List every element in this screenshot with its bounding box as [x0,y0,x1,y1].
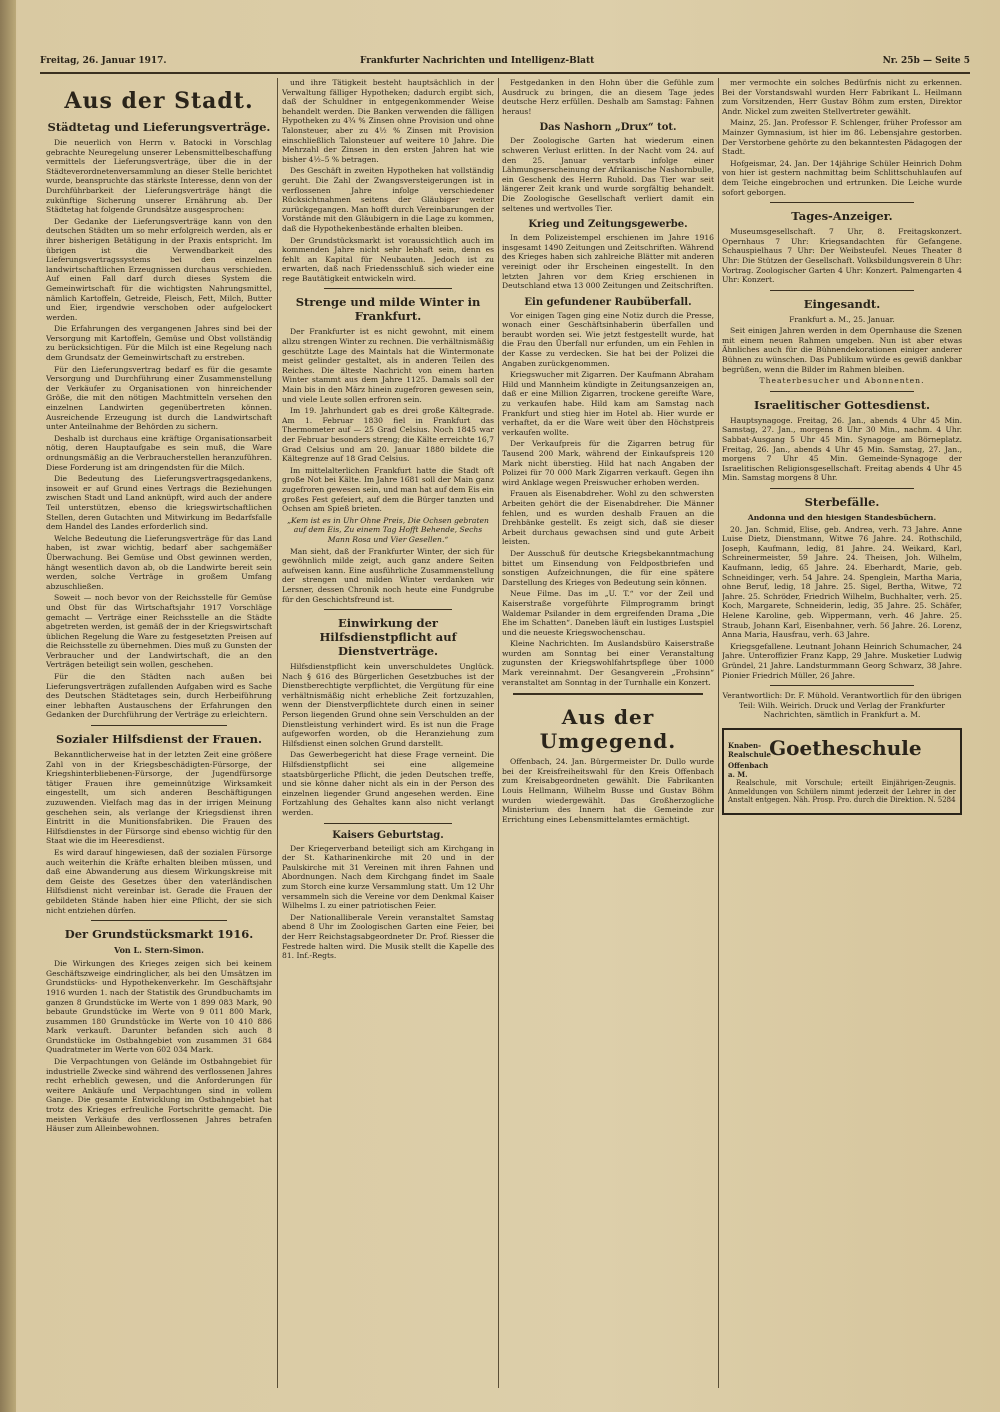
divider [770,488,914,489]
paragraph: Die neuerlich von Herrn v. Batocki in Vorschlag gebrachte Neuregelung unserer Lebensmittelbeschaffung vermittels der Lieferungsverträge, über die in der Städteverordnetenversammlung an dieser Stelle berichtet wurde, beanspruchte das stärkste Interesse, denn von der Durchführbarkeit der Lieferungsverträge hängt die zukünftige Sicherung unserer Ernährung ab. Der Städtetag hat folgende Grundsätze ausgesprochen: [46,138,272,215]
paragraph: Seit einigen Jahren werden in dem Opernhause die Szenen mit einem neuen Rahmen umgeben. Nun ist aber etwas Ähnliches auch für die Bühnendekorationen einiger anderer Bühnen zu wünschen. Das Publikum würde es gewiß dankbar begrüßen, wenn die Bilder im Rahmen bleiben. [722,326,962,374]
column-2 [282,78,494,1398]
paragraph: Offenbach, 24. Jan. Bürgermeister Dr. Dullo wurde bei der Kreisfreiheitswahl für den Kreis Offenbach zum Kreisabgeordneten gewählt. Die Fabrikanten Louis Hellmann, Wilhelm Busse und Gustav Böhm wurden wiedergewählt. Das Großherzogliche Ministerium des Innern hat die Gemeinde zur Errichtung eines Lebensmittelamtes ermächtigt. [502,757,714,824]
paragraph: 20. Jan. Schmid, Elise, geb. Andrea, verh. 73 Jahre. Anne Luise Dietz, Dienstmann, Witwe 76 Jahre. 24. Rothschild, Joseph, Kaufmann, ledig, 81 Jahre. 24. Weikard, Karl, Schreinermeister, 59 Jahre. 24. Theisen, Joh. Wilhelm, Kaufmann, ledig, 65 Jahre. 24. Eberhardt, Marie, geb. Schneidinger, verh. 54 Jahre. 24. Spenglein, Martha Maria, ohne Beruf, ledig, 18 Jahre. 25. Sigel, Bertha, Witwe, 72 Jahre. 25. Schröder, Friedrich Wilhelm, Buchhalter, verh. 25. Koch, Margarete, Schneiderin, ledig, 35 Jahre. 25. Schäfer, Helene Karoline, geb. Wippermann, verh. 46 Jahre. 25. Straub, Johann Karl, Eisenbahner, verh. 56 Jahre. 26. Lorenz, Anna Maria, Hausfrau, verh. 63 Jahre. [722,524,962,640]
article-heading: Einwirkung der Hilfsdienstpflicht auf Dienstverträge. [319,616,457,659]
divider [770,202,914,203]
divider [91,920,227,921]
ad-right-label: Offenbach a. M. [728,761,769,780]
article-heading: Der Grundstücksmarkt 1916. [64,927,254,942]
advertisement-goetheschule [722,728,962,815]
paragraph: Hauptsynagoge. Freitag, 26. Jan., abends 4 Uhr 45 Min. Samstag, 27. Jan., morgens 8 Uhr 30 Min., nachm. 4 Uhr. Sabbat-Ausgang 5 Uhr 45 Min. Synagoge am Börneplatz. Freitag, 26. Jan., abends 4 Uhr 45 Min. Samstag, 27. Jan., morgens 7 Uhr 45 Min. Gemeinde-Synagoge der Israelitischen Religionsgesellschaft. Freitag abends 4 Uhr 45 Min. Samstag morgens 8 Uhr. [722,415,962,483]
article-heading: Tages-Anzeiger. [791,209,893,224]
paragraph: Vor einigen Tagen ging eine Notiz durch die Presse, wonach einer Geschäftsinhaberin überfallen und beraubt worden sei. Wie jetzt festgestellt wurde, hat die Frau den Überfall nur erfunden, um ein Fehlen in der Kasse zu verdecken. Sie hat bei der Polizei die Angaben zurückgenommen. [502,310,714,368]
impressum: Verantwortlich: Dr. F. Mühold. Verantwortlich für den übrigen Teil: Wilh. Weirich. Druck und Verlag der Frankfurter Nachrichten, sämtlich in Frankfurt a. M. [722,691,962,720]
paragraph: Des Geschäft in zweiten Hypotheken hat vollständig geruht. Die Zahl der Zwangsversteigerungen ist in verflossenen Jahre infolge verschiedener Rücksichtnahmen seitens der Gläubiger weiter zurückgegangen. Man hofft durch Vereinbarungen der Vorstände mit den Gläubigern in die Lage zu kommen, daß die Hypothekenbestände erhalten bleiben. [282,166,494,233]
paragraph: Deshalb ist durchaus eine kräftige Organisationsarbeit nötig, deren Hauptaufgabe es sein muß, die Ware ordnungsmäßig an die Verbraucherstellen heranzuführen. Diese Forderung ist am dringendsten für die Milch. [46,433,272,472]
column-1 [46,78,272,1398]
paragraph: Neue Filme. Das im „U. T.“ vor der Zeil und Kaiserstraße vorgeführte Filmprogramm bringt Waldemar Psilander in dem ergreifenden Drama „Die Ehe im Schatten“. Daneben läuft ein lustiges Lustspiel und die neueste Kriegswochenschau. [502,589,714,637]
paragraph: Im 19. Jahrhundert gab es drei große Kältegrade. Am 1. Februar 1830 fiel in Frankfurt das Thermometer auf — 25 Grad Celsius. Noch 1845 war der Februar besonders streng; die Kälte erreichte 16,7 Grad Celsius und am 20. Januar 1880 bildete die Kältegrenze auf 18 Grad Celsius. [282,406,494,464]
paragraph: In dem Polizeistempel erschienen im Jahre 1916 insgesamt 1490 Zeitungen und Zeitschriften. Während des Krieges haben sich zahlreiche Blätter mit anderen vereinigt oder ihr Erscheinen eingestellt. In den letzten Jahren vor dem Krieg erschienen in Deutschland etwa 13 000 Zeitungen und Zeitschriften. [502,233,714,291]
paragraph: Der Grundstücksmarkt ist voraussichtlich auch im kommenden Jahre nicht sehr lebhaft sein, denn es fehlt an Kapital für Neubauten. Jedoch ist zu erwarten, daß nach Friedensschluß sich wieder eine rege Bautätigkeit entwickeln wird. [282,235,494,283]
ad-body: Realschule, mit Vorschule; erteilt Einjährigen-Zeugnis. Anmeldungen von Schülern nimmt jederzeit der Lehrer in der Anstalt entgegen. Näh. Prosp. Pro. durch die Direktion. N. 5284 [728,779,956,805]
paragraph: Kriegsgefallene. Leutnant Johann Heinrich Schumacher, 24 Jahre. Unteroffizier Franz Kapp, 29 Jahre. Musketier Ludwig Gründel, 21 Jahre. Landsturmmann Georg Schwarz, 38 Jahre. Pionier Friedrich Müller, 26 Jahre. [722,641,962,680]
paragraph: Soweit — noch bevor von der Reichsstelle für Gemüse und Obst für das Wirtschaftsjahr 1917 Vorschläge gemacht — Verträge einer Reichsstelle an die Städte abgetreten werden, ist gemäß der in der Kriegswirtschaft üblichen Regelung die Ware zu festgesetzten Preisen auf die Reichsstelle zu übernehmen. Dies muß zu Gunsten der Verbraucher und der Landwirtschaft, die an den Verträgen beteiligt sein wollen, geschehen. [46,593,272,670]
column-3 [502,78,714,1398]
paragraph: Der Zoologische Garten hat wiederum einen schweren Verlust erlitten. In der Nacht vom 24. auf den 25. Januar verstarb infolge einer Lähmungserscheinung der Afrikanische Nashornbulle, ein Geschenk des Herrn Ruhold. Das Tier war seit längerer Zeit krank und wurde sorgfältig behandelt. Die Zoologische Gesellschaft verliert damit ein seltenes und wertvolles Tier. [502,136,714,213]
paragraph: Welche Bedeutung die Lieferungsverträge für das Land haben, ist zwar wichtig, bedarf aber sachgemäßer Überwachung. Bei Gemüse und Obst gewinnen werden, hängt wesentlich davon ab, ob die Landwirte bereit sein werden, solche Verträge in großem Umfang abzuschließen. [46,533,272,591]
paragraph: Man sieht, daß der Frankfurter Winter, der sich für gewöhnlich milde zeigt, auch ganz andere Seiten aufweisen kann. Eine ausführliche Zusammenstellung der strengen und milden Winter verdanken wir Lersner, dessen Chronik noch heute eine Fundgrube für den Geschichtsfreund ist. [282,546,494,604]
paragraph: Für den Lieferungsvertrag bedarf es für die gesamte Versorgung und Durchführung einer Zusammenstellung der Verkäufer zu Organisationen von hinreichender Größe, die mit den nötigen Machtmitteln versehen den einzelnen Landwirten gegenübertreten können. Ausreichende Erzeugung ist durch die Landwirtschaft unter Anteilnahme der Behörden zu sichern. [46,364,272,432]
divider [324,609,451,610]
divider [324,823,451,824]
divider [770,290,914,291]
divider [324,288,451,289]
paragraph: Der Nationalliberale Verein veranstaltet Samstag abend 8 Uhr im Zoologischen Garten eine Feier, bei der Herr Reichstagsabgeordneter Dr. Prof. Riesser die Festrede halten wird. Die Musik stellt die Kapelle des 81. Inf.-Regts. [282,912,494,961]
column-rule [718,78,719,1388]
article-heading: Das Nashorn „Drux“ tot. [539,122,677,134]
article-heading: Strenge und milde Winter in Frankfurt. [295,295,481,324]
subheading: Andonna und den hiesigen Standesbüchern. [747,513,937,522]
column-rule [498,78,499,1388]
article-heading: Sozialer Hilfsdienst der Frauen. [56,732,262,747]
paragraph: Frauen als Eisenabdreher. Wohl zu den schwersten Arbeiten gehört die der Eisenabdreher. Die Männer fehlen, und es wurden deshalb Frauen an die Drehbänke gestellt. Es zeigt sich, daß sie dieser Arbeit durchaus gewachsen sind und gute Arbeit leisten. [502,489,714,547]
paragraph: Der Ausschuß für deutsche Kriegsbekanntmachung bittet um Einsendung von Feldpostbriefen und sonstigen Aufzeichnungen, die für eine spätere Darstellung des Krieges von Bedeutung sein können. [502,548,714,587]
article-heading: Ein gefundener Raubüberfall. [524,296,692,308]
paragraph: und ihre Tätigkeit besteht hauptsächlich in der Verwaltung fälliger Hypotheken; dadurch ergibt sich, daß der Schuldner in entgegenkommender Weise behandelt werden. Die Banken verwenden die fälligen Hypotheken zu 4¾ % Zinsen ohne Provision und ohne Talonsteuer, aber zu 4½ % Zinsen mit Provision einschließlich Talonsteuer auf weitere 10 Jahre. Die Mehrzahl der Zinsen in den ersten Jahren hat wie bisher 4½–5 % betragen. [282,78,494,164]
paragraph: Die Bedeutung des Lieferungsvertragsgedankens, insoweit er auf Grund eines Vertrags die Beziehungen zwischen Stadt und Land anknüpft, wird auch der andere Teil unterstützen, ebenso die kriegswirtschaftlichen Stellen, deren Gutachten und Mitwirkung im Bedarfsfalle dem Handel des Landes erforderlich sind. [46,474,272,532]
article-heading: Städtetag und Lieferungsverträge. [47,120,271,134]
paragraph: Der Verkaufpreis für die Zigarren betrug für Tausend 200 Mark, während der Einkaufspreis 120 Mark nicht überstieg. Hild hat nach Angaben der Polizei für 70 000 Mark Zigarren verkauft. Gegen ihn wird Anklage wegen Preiswucher erhoben werden. [502,439,714,487]
paragraph: Es wird darauf hingewiesen, daß der sozialen Fürsorge auch weiterhin die Kräfte erhalten bleiben müssen, und daß eine Abwanderung aus diesem Wirkungskreise mit dem Geiste des Gesetzes über den vaterländischen Hilfsdienst nicht vereinbar ist. Gerade die Frauen der gebildeten Stände haben hier eine Pflicht, der sie sich nicht entziehen dürfen. [46,847,272,915]
ad-left-label: Knaben-Realschule [728,741,771,760]
poem: „Kem ist es in Uhr Ohne Preis, Die Ochsen gebraten auf dem Eis, Zu einem Tag Hofft Behende, Sechs Mann Rosa und Vier Gesellen.“ [287,515,489,544]
column-rule [277,78,278,1388]
paragraph: Das Gewerbegericht hat diese Frage verneint. Die Hilfsdienstpflicht sei eine allgemeine staatsbürgerliche Pflicht, die jeden Deutschen treffe, und sie könne daher nicht als ein in der Person des einzelnen liegender Grund angesehen werden. Eine Fortzahlung des Gehaltes kann also nicht verlangt werden. [282,750,494,817]
dateline: Frankfurt a. M., 25. Januar. [789,314,895,324]
article-heading: Kaisers Geburtstag. [332,829,444,841]
paragraph: Die Wirkungen des Krieges zeigen sich bei keinem Geschäftszweige eindringlicher, als bei den Umsätzen im Grundstücks- und Hypothekenverkehr. Im Geschäftsjahr 1916 wurden 1. nach der Statistik des Grundbuchamts im ganzen 8 Grundstücke im Werte von 1 899 083 Mark, 90 bebaute Grundstücke im Werte von 9 011 800 Mark, zusammen 180 Grundstücke im Werte von 10 410 886 Mark verkauft. Darunter befanden sich auch 8 Grundstücke im Ostbahngebiet von zusammen 31 684 Quadratmeter im Werte von 602 034 Mark. [46,959,272,1055]
divider [770,391,914,392]
paragraph: Im mittelalterlichen Frankfurt hatte die Stadt oft große Not bei Kälte. Im Jahre 1681 soll der Main ganz zugefroren gewesen sein, und man hat auf dem Eis ein großes Fest gefeiert, auf dem die Bürger tanzten und Ochsen am Spieß brieten. [282,465,494,514]
article-heading: Eingesandt. [803,296,881,311]
paragraph: mer vermochte ein solches Bedürfnis nicht zu erkennen. Bei der Vorstandswahl wurden Herr Fabrikant L. Heilmann zum Vorsitzenden, Herr Gustav Böhm zum ersten, Direktor Andr. Nickel zum zweiten Stellvertreter gewählt. [722,78,962,116]
paragraph: Für die den Städten nach außen bei Lieferungsverträgen zufallenden Aufgaben wird es Sache des Deutschen Städtetages sein, durch Herbeiführung einer lebhaften Austauschens der Erfahrungen den Gedanken der Durchführung der Verträge zu erleichtern. [46,672,272,720]
issue-date: Freitag, 26. Januar 1917. [40,56,167,66]
section-title: Aus der Umgegend. [539,705,677,754]
paragraph: Der Kriegerverband beteiligt sich am Kirchgang in der St. Katharinenkirche mit 20 und in der Paulskirche mit 31 Vereinen mit ihren Fahnen und Abordnungen. Nach dem Kirchgang findet im Saale zum Storch eine kurze Versammlung statt. Um 12 Uhr versammeln sich die Vereine vor dem Denkmal Kaiser Wilhelms I. zu einer patriotischen Feier. [282,843,494,911]
paragraph: Festgedanken in den Hohn über die Gefühle zum Ausdruck zu bringen, die an diesem Tage jedes deutsche Herz erfüllen. Deshalb am Samstag: Fahnen heraus! [502,78,714,116]
binding-gutter [0,0,16,1412]
page-number: Nr. 25b — Seite 5 [882,56,970,66]
paragraph: Die Erfahrungen des vergangenen Jahres sind bei der Versorgung mit Kartoffeln, Gemüse und Obst vollständig zu berücksichtigen. Für die Milch ist eine Regelung nach dem Grundsatz der Gemeinwirtschaft zu erstreben. [46,324,272,363]
article-heading: Sterbefälle. [804,495,880,509]
masthead: Frankfurter Nachrichten und Intelligenz-Blatt [360,56,595,66]
page-header [40,56,970,72]
paragraph: Mainz, 25. Jan. Professor F. Schlenger, früher Professor am Mainzer Gymnasium, ist hier im 86. Lebensjahre gestorben. Der Verstorbene gehörte zu den bekanntesten Pädagogen der Stadt. [722,118,962,157]
section-title: Aus der Stadt. [64,88,254,114]
divider [513,693,704,695]
paragraph: Hilfsdienstpflicht kein unverschuldetes Unglück. Nach § 616 des Bürgerlichen Gesetzbuches ist der Dienstberechtigte verpflichtet, die Vergütung für eine verhältnismäßig nicht erhebliche Zeit fortzuzahlen, wenn der Dienstverpflichtete durch einen in seiner Person liegenden Grund ohne sein Verschulden an der Dienstleistung verhindert wird. Es ist nun die Frage aufgeworfen worden, ob die Heranziehung zum Hilfsdienst einen solchen Grund darstellt. [282,662,494,748]
header-rule [40,72,970,74]
paragraph: Museumsgesellschaft. 7 Uhr, 8. Freitagskonzert. Opernhaus 7 Uhr: Kriegsandachten für Gefangene. Schauspielhaus 7 Uhr: Der Weibsteufel. Neues Theater 8 Uhr: Die Stützen der Gesellschaft. Volksbildungsverein 8 Uhr: Vortrag. Zoologischer Garten 4 Uhr: Konzert. Palmengarten 4 Uhr: Konzert. [722,227,962,285]
paragraph: Der Gedanke der Lieferungsverträge kann von den deutschen Städten um so mehr erfolgreich werden, als er ihrer bisherigen Betätigung in der Praxis entspricht. Im übrigen ist die Verwendbarkeit des Lieferungsvertragssystems bei den einzelnen landwirtschaftlichen Erzeugnissen durchaus verschieden. Auf einen Fall darf durch dieses System die Gemeinwirtschaft für die wichtigsten Nahrungsmittel, nämlich Kartoffeln, Getreide, Fleisch, Fett, Milch, Butter und Eier, irgendwie verschoben oder aufgelockert werden. [46,216,272,322]
paragraph: Der Frankfurter ist es nicht gewohnt, mit einem allzu strengen Winter zu rechnen. Die verhältnismäßig geschützte Lage des Maintals hat die Wintermonate meist gelinder gestaltet, als in anderen Teilen des Reiches. Die älteste Nachricht von einem harten Winter stammt aus dem Jahre 1125. Damals soll der Main bis in den März hinein zugefroren gewesen sein, und viele Leute sollen erfroren sein. [282,327,494,404]
paragraph: Kriegswucher mit Zigarren. Der Kaufmann Abraham Hild und Mannheim kündigte in Zeitungsanzeigen an, daß er eine Million Zigarren, trockene gereifte Ware, zu verkaufen habe. Hild kam am Samstag nach Frankfurt und stieg hier im Hotel ab. Hier wurde er verhaftet, da er die Ware weit über den Höchstpreis verkaufen wollte. [502,370,714,437]
paragraph: Bekanntlicherweise hat in der letzten Zeit eine größere Zahl von in der Kriegsbeschädigten-Fürsorge, der Kriegshinterbliebenen-Fürsorge, der Jugendfürsorge tätiger Frauen ihre gemeinnützige Wirksamkeit eingestellt, um sich anderen Beschäftigungen zuzuwenden. Vielfach mag das in der irrigen Meinung geschehen sein, als verlange der Kriegsdienst ihren Eintritt in die Munitionsfabriken. Die Frauen des Hilfsdienstes in der Fürsorge sind ebenso wichtig für den Staat wie die im Heeresdienst. [46,750,272,846]
divider [91,725,227,726]
article-heading: Krieg und Zeitungsgewerbe. [528,219,688,231]
article-heading: Israelitischer Gottesdienst. [753,397,931,412]
byline: Von L. Stern-Simon. [114,945,204,956]
paragraph: Hofgeismar, 24. Jan. Der 14jährige Schüler Heinrich Dohm von hier ist gestern nachmittag beim Schlittschuhlaufen auf dem Teiche eingebrochen und ertrunken. Die Leiche wurde sofort geborgen. [722,158,962,197]
divider [770,685,914,686]
paragraph: Die Verpachtungen von Gelände im Ostbahngebiet für industrielle Zwecke sind während des verflossenen Jahres recht erheblich gewesen, und die Anforderungen für weitere Ankäufe und Verpachtungen sind in vollem Gange. Die gesamte Entwicklung im Ostbahngebiet hat trotz des Krieges erfreuliche Fortschritte gemacht. Die meisten Verkäufe des verflossenen Jahres betrafen Häuser zum Alleinbewohnen. [46,1057,272,1134]
ad-title: Goetheschule [769,735,922,760]
signature: Theaterbesucher und Abonnenten. [759,376,925,386]
paragraph: Kleine Nachrichten. Im Auslandsbüro Kaiserstraße wurden am Sonntag bei einer Veranstaltung zugunsten der Kriegswohlfahrtspflege über 1000 Mark vereinnahmt. Der Gesangverein „Frohsinn“ veranstaltet am Sonntag in der Turnhalle ein Konzert. [502,639,714,687]
column-4 [722,78,962,1398]
